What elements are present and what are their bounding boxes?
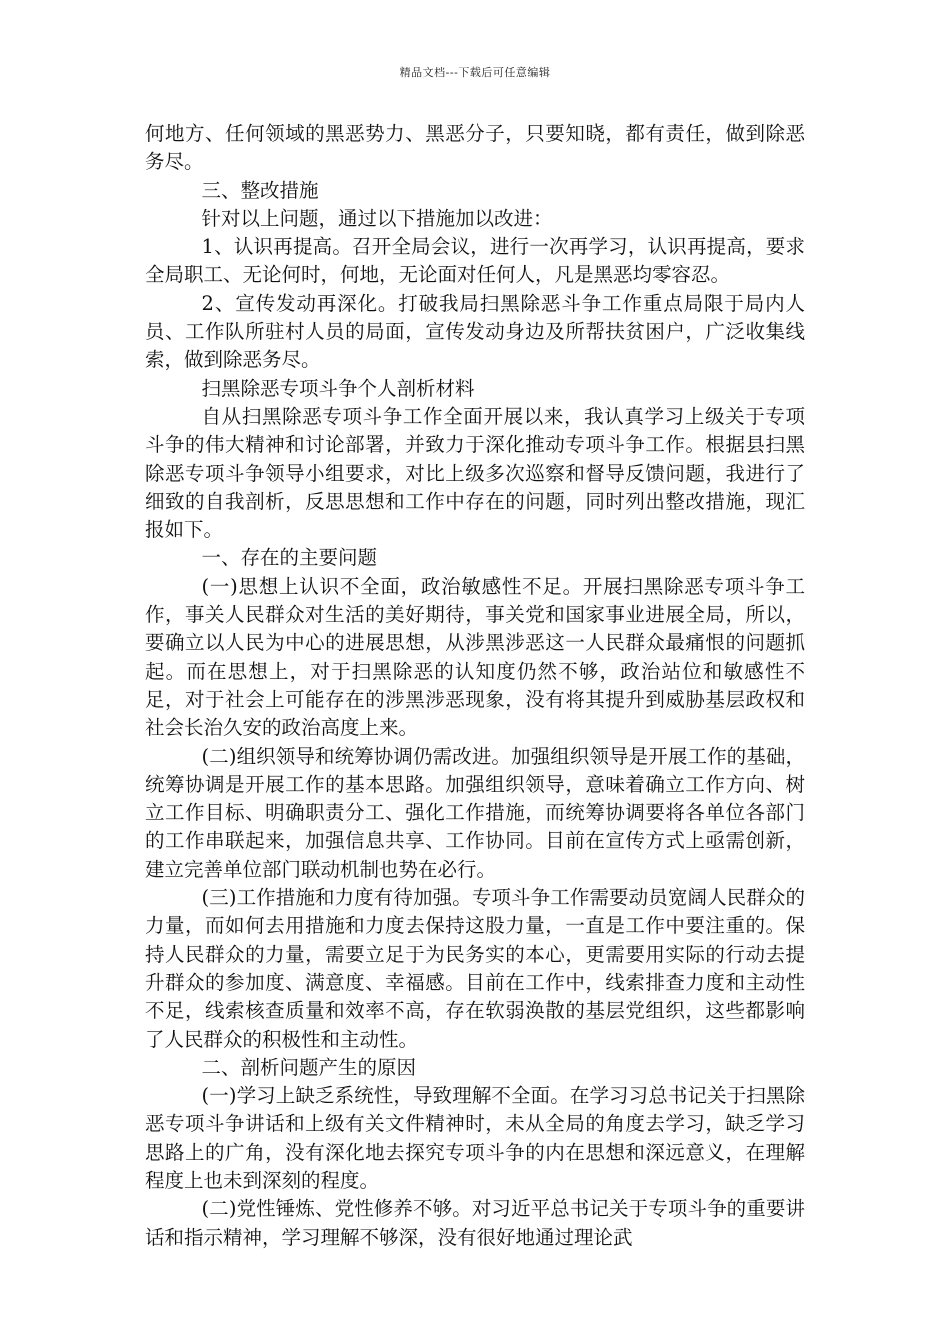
section-heading: 一、存在的主要问题 (201, 546, 378, 570)
document-body (145, 120, 805, 1252)
section-heading: 三、整改措施 (201, 178, 319, 202)
paragraph: (一)思想上认识不全面，政治敏感性不足。开展扫黑除恶专项斗争工作，事关人民群众对生活的美好期待，事关党和国家事业进展全局，所以，要确立以人民为中心的进展思想，从涉黑涉恶这一人民群众最痛恨的问题抓起。而在思想上，对于扫黑除恶的认知度仍然不够，政治站位和敏感性不足，对于社会上可能存在的涉黑涉恶现象，没有将其提升到威胁基层政权和社会长治久安的政治高度上来。 (145, 574, 805, 740)
paragraph: 针对以上问题，通过以下措施加以改进： (201, 206, 553, 230)
paragraph: 自从扫黑除恶专项斗争工作全面开展以来，我认真学习上级关于专项斗争的伟大精神和讨论部署，并致力于深化推动专项斗争工作。根据县扫黑除恶专项斗争领导小组要求，对比上级多次巡察和督导反馈问题，我进行了细致的自我剖析，反思思想和工作中存在的问题，同时列出整改措施，现汇报如下。 (145, 404, 805, 542)
paragraph: 何地方、任何领域的黑恶势力、黑恶分子，只要知晓，都有责任，做到除恶务尽。 (145, 122, 805, 174)
section-heading: 二、剖析问题产生的原因 (201, 1055, 417, 1079)
page-header: 精品文档---下载后可任意编辑 (399, 66, 551, 79)
paragraph: 1、认识再提高。召开全局会议，进行一次再学习，认识再提高，要求全局职工、无论何时，何地，无论面对任何人，凡是黑恶均零容忍。 (145, 235, 805, 287)
paragraph: (一)学习上缺乏系统性，导致理解不全面。在学习习总书记关于扫黑除恶专项斗争讲话和上级有关文件精神时，未从全局的角度去学习，缺乏学习思路上的广角，没有深化地去探究专项斗争的内在思想和深远意义，在理解程度上也未到深刻的程度。 (145, 1084, 805, 1192)
paragraph: 2、宣传发动再深化。打破我局扫黑除恶斗争工作重点局限于局内人员、工作队所驻村人员的局面，宣传发动身边及所帮扶贫困户，广泛收集线索，做到除恶务尽。 (145, 291, 805, 372)
paragraph: (三)工作措施和力度有待加强。专项斗争工作需要动员宽阔人民群众的力量，而如何去用措施和力度去保持这股力量，一直是工作中要注重的。保持人民群众的力量，需要立足于为民务实的本心，更需要用实际的行动去提升群众的参加度、满意度、幸福感。目前在工作中，线索排查力度和主动性不足，线索核查质量和效率不高，存在软弱涣散的基层党组织，这些都影响了人民群众的积极性和主动性。 (145, 886, 805, 1051)
document-title: 扫黑除恶专项斗争个人剖析材料 (201, 376, 475, 400)
paragraph: (二)党性锤炼、党性修养不够。对习近平总书记关于专项斗争的重要讲话和指示精神，学习理解不够深，没有很好地通过理论武 (145, 1197, 805, 1249)
paragraph: (二)组织领导和统筹协调仍需改进。加强组织领导是开展工作的基础，统筹协调是开展工作的基本思路。加强组织领导，意味着确立工作方向、树立工作目标、明确职责分工、强化工作措施，而统筹协调要将各单位各部门的工作串联起来，加强信息共享、工作协同。目前在宣传方式上亟需创新，建立完善单位部门联动机制也势在必行。 (145, 744, 805, 881)
